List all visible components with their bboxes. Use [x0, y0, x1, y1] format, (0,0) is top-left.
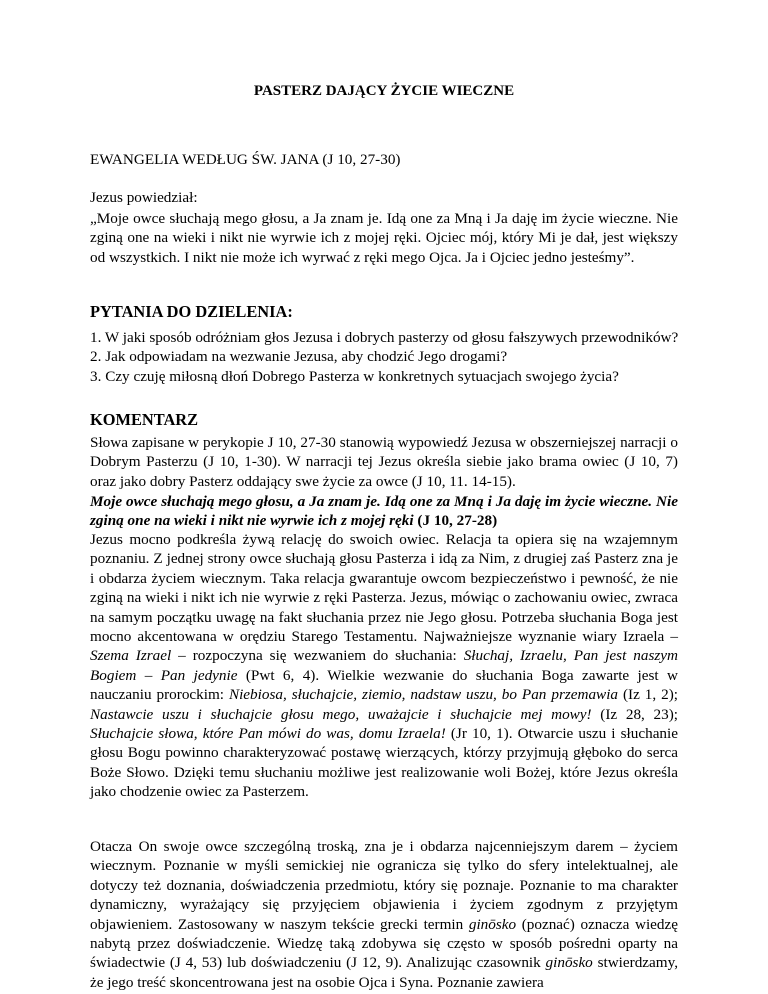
p1-italic: Niebiosa, słuchajcie, ziemio, nadstaw uszu, bo Pan przemawia — [228, 686, 619, 704]
commentary-paragraph-1 — [90, 530, 678, 802]
page-title: PASTERZ DAJĄCY ŻYCIE WIECZNE — [253, 83, 515, 99]
question-item: 3. Czy czuję miłosną dłoń Dobrego Pasterza w konkretnych sytuacjach swojego życia? — [90, 367, 619, 385]
p1-italic: Słuchaj, Izraelu, Pan jest naszym Bogiem – Pan jedynie — [90, 647, 678, 684]
gospel-quote: „Moje owce słuchają mego głosu, a Ja znam je. Idą one za Mną i Ja daję im życie wieczne. Nie zginą one na wieki i nikt nie wyrwie ich z mojej ręki. Ojciec mój, który Mi je dał, jest większy od wszystkich. I nikt nie może ich wyrwać z ręki mego Ojca. Ja i Ojciec jedno jesteśmy”. — [90, 210, 678, 266]
gospel-heading: EWANGELIA WEDŁUG ŚW. JANA (J 10, 27-30) — [90, 151, 401, 168]
question-item: 1. W jaki sposób odróżniam głos Jezusa i dobrych pasterzy od głosu fałszywych przewodników? — [90, 329, 679, 346]
p1-text: – rozpoczyna się wezwaniem do słuchania: — [171, 647, 464, 665]
verse-text: Moje owce słuchają mego głosu, a Ja znam je. Idą one za Mną i Ja daję im życie wieczne. Nie zginą one na wieki i nikt nie wyrwie ich z mojej ręki — [90, 493, 678, 530]
commentary-heading: KOMENTARZ — [90, 410, 199, 429]
verse-quote — [90, 492, 678, 531]
p1-text: (Jr 10, 1). Otwarcie uszu i słuchanie głosu Bogu powinno charakteryzować postawę wierzących, którzy przyjmują głęboko do serca Boże Słowo. Dzięki temu słuchaniu możliwe jest realizowanie woli Bożej, które Jezus określa jako chodzenie owiec za Pasterzem. — [90, 725, 678, 801]
p2-text: (poznać) oznacza wiedzę nabytą przez doświadczenie. Wiedzę taką zdobywa się często w sposób pośredni oparty na świadectwie (J 4, 53) lub doświadczeniu (J 12, 9). Analizując czasownik — [90, 915, 678, 972]
p1-italic: Słuchajcie słowa, które Pan mówi do was, domu Izraela! — [90, 725, 446, 743]
p2-text: Otacza On swoje owce szczególną troską, zna je i obdarza najcenniejszym darem – życiem wiecznym. Poznanie w myśli semickiej nie ogranicza się tylko do sfery intelektualnej, ale dotyczy też doznania, doświadczenia przedmiotu, który się poznaje. Poznanie to ma charakter dynamiczny, wyrażający się przyjęciem objawienia i życiem zgodnym z przyjętym objawieniem. Zastosowany w naszym tekście grecki termin — [90, 838, 678, 933]
p1-text: (Pwt 6, 4). Wielkie wezwanie do słuchania Boga zawarte jest w nauczaniu prorockim: — [90, 666, 679, 704]
p1-text: (Iz 28, 23); — [591, 705, 679, 723]
p1-italic: Nastawcie uszu i słuchajcie głosu mego, uważajcie i słuchajcie mej mowy! — [90, 705, 592, 723]
commentary-intro: Słowa zapisane w perykopie J 10, 27-30 stanowią wypowiedź Jezusa w obszerniejszej narracji o Dobrym Pasterzu (J 10, 1-30). W narracji tej Jezus określa siebie jako brama owiec (J 10, 7) oraz jako dobry Pasterz oddający swe życie za owce (J 10, 11. 14-15). — [90, 434, 678, 490]
p2-italic: ginōsko — [545, 954, 593, 972]
p1-text: Jezus mocno podkreśla żywą relację do swoich owiec. Relacja ta opiera się na wzajemnym poznaniu. Z jednej strony owce słuchają głosu Pasterza i idą za Nim, z drugiej zaś Pasterz zna je i obdarza życiem wiecznym. Taka relacja gwarantuje owcom bezpieczeństwo i pewność, że nie zginą na wieki i nikt ich nie wyrwie z ręki Pasterza. Jezus, mówiąc o zachowaniu owiec, zwraca na samym początku uwagę na fakt słuchania przez nie Jego głosu. Potrzeba słuchania Boga jest mocno akcentowana w orędziu Starego Testamentu. Najważniejsze wyznanie wiary Izraela – — [90, 531, 678, 646]
questions-heading: PYTANIA DO DZIELENIA: — [90, 302, 293, 321]
p2-italic: ginōsko — [468, 915, 517, 933]
question-item: 2. Jak odpowiadam na wezwanie Jezusa, aby chodzić Jego drogami? — [90, 348, 508, 366]
commentary-paragraph-2 — [90, 837, 678, 992]
p1-text: (Iz 1, 2); — [618, 686, 678, 704]
questions-list — [90, 328, 678, 386]
jesus-said-line: Jezus powiedział: — [90, 189, 198, 206]
p1-italic: Szema Izrael — [90, 647, 172, 665]
verse-reference: (J 10, 27-28) — [413, 512, 498, 530]
p2-text: stwierdzamy, że jego treść skoncentrowana jest na osobie Ojca i Syna. Poznanie zawiera — [90, 954, 678, 991]
